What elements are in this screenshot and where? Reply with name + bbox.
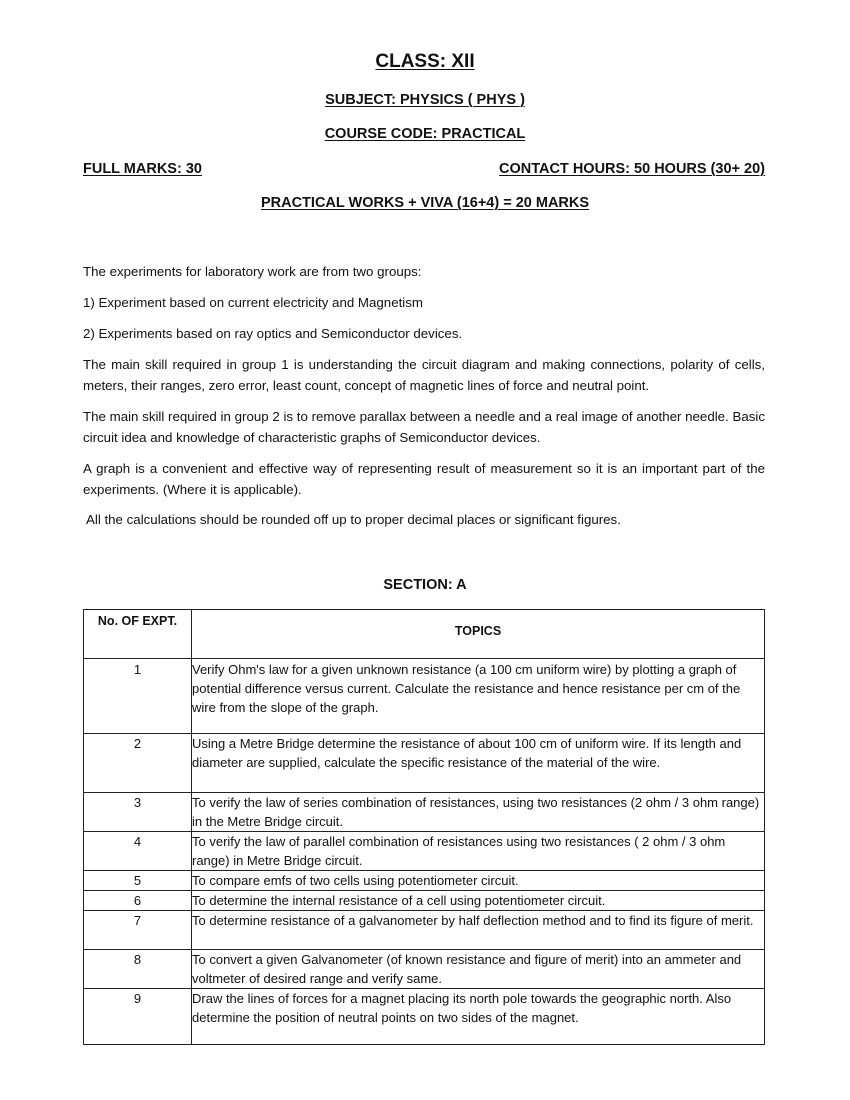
skill-group-2-paragraph: The main skill required in group 2 is to remove parallax between a needle and a real image of another needle. Basic circuit idea and knowledge of characteristic graphs of Semiconductor devices. [83,409,765,445]
experiment-number: 2 [84,734,192,793]
experiment-topic: Using a Metre Bridge determine the resistance of about 100 cm of uniform wire. If its length and diameter are supplied, calculate the specific resistance of the material of the wire. [192,734,765,793]
graph-paragraph: A graph is a convenient and effective way of representing result of measurement so it is an important part of the experiments. (Where it is applicable). [83,461,765,497]
experiment-topic: To convert a given Galvanometer (of known resistance and figure of merit) into an ammeter and voltmeter of desired range and verify same. [192,950,765,989]
table-row [84,871,765,891]
table-row [84,832,765,871]
course-code-heading: COURSE CODE: PRACTICAL [324,126,526,142]
experiment-topic: Verify Ohm's law for a given unknown resistance (a 100 cm uniform wire) by plotting a graph of potential difference versus current. Calculate the resistance and hence resistance per cm of the wire from the slope of the graph. [192,659,765,734]
subject-heading: SUBJECT: PHYSICS ( PHYS ) [325,92,525,108]
contact-hours-heading: CONTACT HOURS: 50 HOURS (30+ 20) [498,161,765,177]
experiments-table [83,609,765,1045]
experiment-number: 3 [84,793,192,832]
intro-group-1: 1) Experiment based on current electricity and Magnetism [83,295,423,310]
table-row [84,793,765,832]
section-title: SECTION: A [383,577,467,593]
experiment-number: 9 [84,989,192,1045]
experiment-topic: To determine resistance of a galvanometer by half deflection method and to find its figure of merit. [192,911,765,950]
experiment-topic: To determine the internal resistance of a cell using potentiometer circuit. [192,891,765,911]
experiment-number: 7 [84,911,192,950]
table-row [84,911,765,950]
experiment-topic: To verify the law of series combination of resistances, using two resistances (2 ohm / 3 ohm range) in the Metre Bridge circuit. [192,793,765,832]
experiment-topic: To verify the law of parallel combination of resistances using two resistances ( 2 ohm / 3 ohm range) in Metre Bridge circuit. [192,832,765,871]
intro-group-2: 2) Experiments based on ray optics and Semiconductor devices. [83,326,463,341]
table-row [84,659,765,734]
calculations-paragraph: All the calculations should be rounded off up to proper decimal places or significant figures. [86,512,621,527]
table-row [84,734,765,793]
class-title: CLASS: XII [375,51,475,72]
experiment-topic: Draw the lines of forces for a magnet placing its north pole towards the geographic north. Also determine the position of neutral points on two sides of the magnet. [192,989,765,1045]
practical-works-heading: PRACTICAL WORKS + VIVA (16+4) = 20 MARKS [260,195,590,211]
column-header-no: No. OF EXPT. [84,610,192,659]
experiment-number: 4 [84,832,192,871]
experiment-number: 6 [84,891,192,911]
experiment-number: 1 [84,659,192,734]
experiment-topic: To compare emfs of two cells using potentiometer circuit. [192,871,765,891]
table-row [84,989,765,1045]
table-row [84,891,765,911]
column-header-topics: TOPICS [192,610,765,659]
table-header-row [84,610,765,659]
intro-paragraph-groups: The experiments for laboratory work are from two groups: [83,264,422,279]
table-row [84,950,765,989]
experiment-number: 5 [84,871,192,891]
skill-group-1-paragraph: The main skill required in group 1 is understanding the circuit diagram and making connections, polarity of cells, meters, their ranges, zero error, least count, concept of magnetic lines of force and neutral point. [83,357,765,393]
experiment-number: 8 [84,950,192,989]
full-marks-heading: FULL MARKS: 30 [83,161,202,177]
